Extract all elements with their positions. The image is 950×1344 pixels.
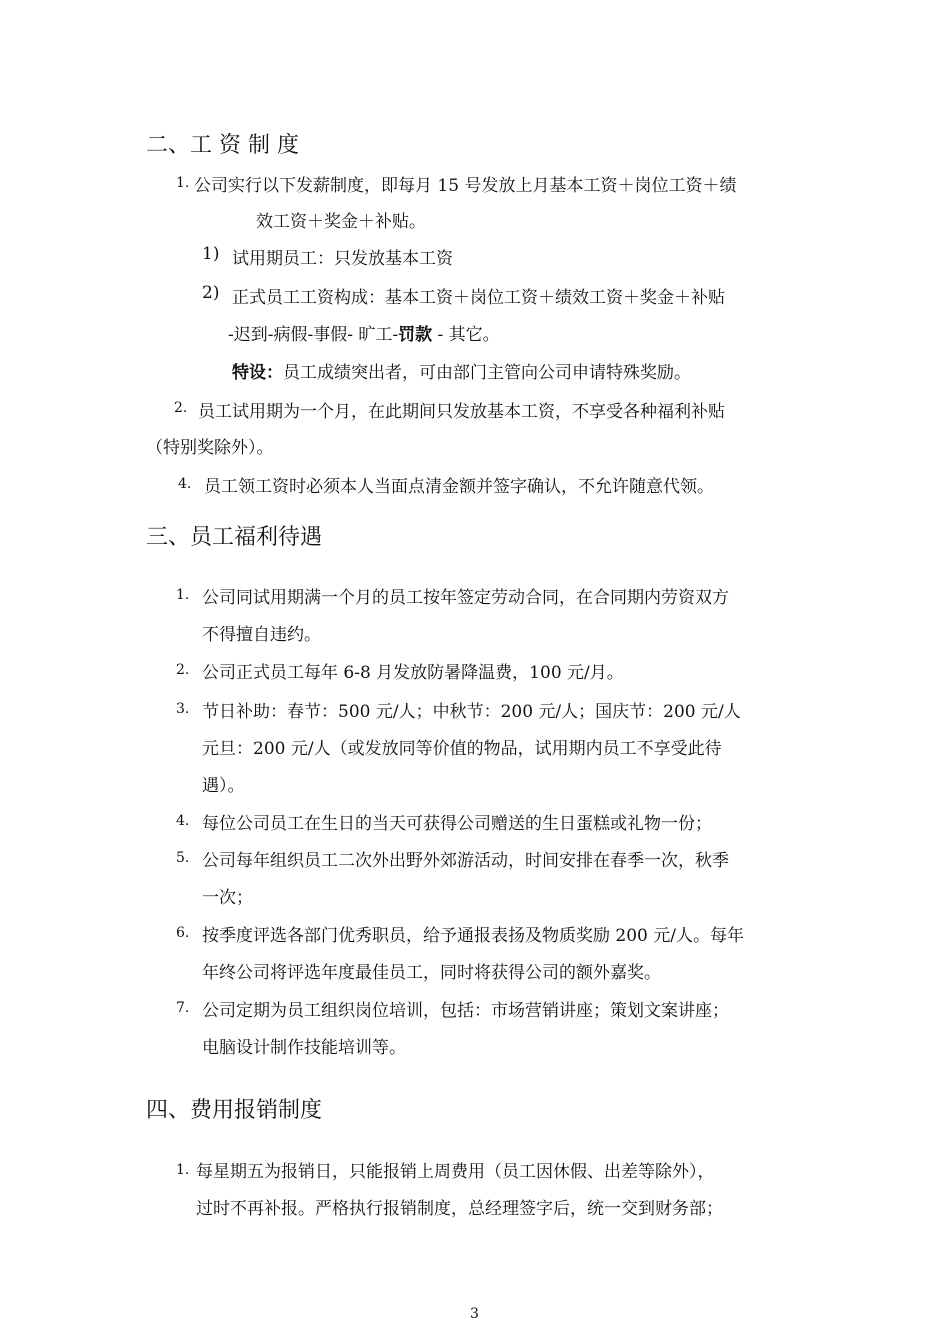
list-number: 6. — [176, 925, 190, 941]
text-run: - 其它。 — [432, 325, 500, 345]
list-number: 4. — [176, 813, 190, 829]
paragraph-line: 正式员工工资构成：基本工资＋岗位工资＋绩效工资＋奖金＋补贴 — [232, 288, 725, 308]
special-text: 员工成绩突出者，可由部门主管向公司申请特殊奖励。 — [283, 363, 691, 383]
list-item-line: 公司定期为员工组织岗位培训，包括：市场营销讲座；策划文案讲座； — [202, 1001, 729, 1021]
text-run: -迟到-病假-事假- 旷工- — [228, 325, 399, 345]
list-number: 2. — [176, 662, 190, 678]
list-item-line: 公司同试用期满一个月的员工按年签定劳动合同，在合同期内劳资双方 — [202, 588, 729, 608]
list-item-line: 节日补助：春节：500 元/人；中秋节：200 元/人；国庆节：200 元/人 — [202, 702, 741, 722]
list-item-line: 按季度评选各部门优秀职员，给予通报表扬及物质奖励 200 元/人。每年 — [202, 926, 744, 946]
section-heading-salary: 二、工 资 制 度 — [146, 133, 299, 158]
list-number: 1. — [176, 587, 190, 603]
section-heading-welfare: 三、员工福利待遇 — [146, 525, 323, 550]
list-item-line: 不得擅自违约。 — [202, 625, 321, 645]
paragraph-line — [228, 320, 500, 345]
paragraph-line: 员工试用期为一个月，在此期间只发放基本工资，不享受各种福利补贴 — [198, 402, 725, 422]
list-number: 1. — [176, 1162, 190, 1178]
list-number: 7. — [176, 1000, 190, 1016]
paragraph-line: （特别奖除外）。 — [146, 438, 274, 458]
paragraph-line: 员工领工资时必须本人当面点清金额并签字确认，不允许随意代领。 — [204, 477, 714, 497]
paragraph-line: 效工资＋奖金＋补贴。 — [256, 212, 426, 232]
list-item-line: 遇）。 — [202, 776, 245, 796]
paragraph-line: 过时不再补报。严格执行报销制度，总经理签字后，统一交到财务部； — [196, 1199, 723, 1219]
section-heading-reimbursement: 四、费用报销制度 — [146, 1098, 323, 1123]
list-number: 3. — [176, 701, 190, 717]
list-item-line: 电脑设计制作技能培训等。 — [202, 1038, 406, 1058]
sublist-number: 1) — [202, 244, 220, 264]
sublist-number: 2) — [202, 283, 220, 303]
list-item-line: 元旦：200 元/人（或发放同等价值的物品，试用期内员工不享受此待 — [202, 739, 722, 759]
special-note — [232, 358, 691, 383]
list-number: 1. — [176, 175, 190, 191]
paragraph-line: 公司实行以下发薪制度，即每月 15 号发放上月基本工资＋岗位工资＋绩 — [194, 176, 737, 196]
list-number: 5. — [176, 850, 190, 866]
bold-text-run: 罚款 — [398, 325, 433, 345]
page-number: 3 — [470, 1306, 479, 1322]
list-item-line: 公司正式员工每年 6-8 月发放防暑降温费，100 元/月。 — [202, 663, 624, 683]
list-number: 4. — [178, 476, 192, 492]
paragraph-line: 每星期五为报销日，只能报销上周费用（员工因休假、出差等除外）， — [196, 1162, 715, 1182]
list-number: 2. — [174, 400, 188, 416]
special-label: 特设： — [232, 363, 283, 383]
list-item-line: 一次； — [202, 888, 253, 908]
list-item-line: 每位公司员工在生日的当天可获得公司赠送的生日蛋糕或礼物一份； — [202, 814, 712, 834]
paragraph-line: 试用期员工：只发放基本工资 — [232, 249, 453, 269]
list-item-line: 年终公司将评选年度最佳员工，同时将获得公司的额外嘉奖。 — [202, 963, 661, 983]
list-item-line: 公司每年组织员工二次外出野外郊游活动，时间安排在春季一次，秋季 — [202, 851, 729, 871]
